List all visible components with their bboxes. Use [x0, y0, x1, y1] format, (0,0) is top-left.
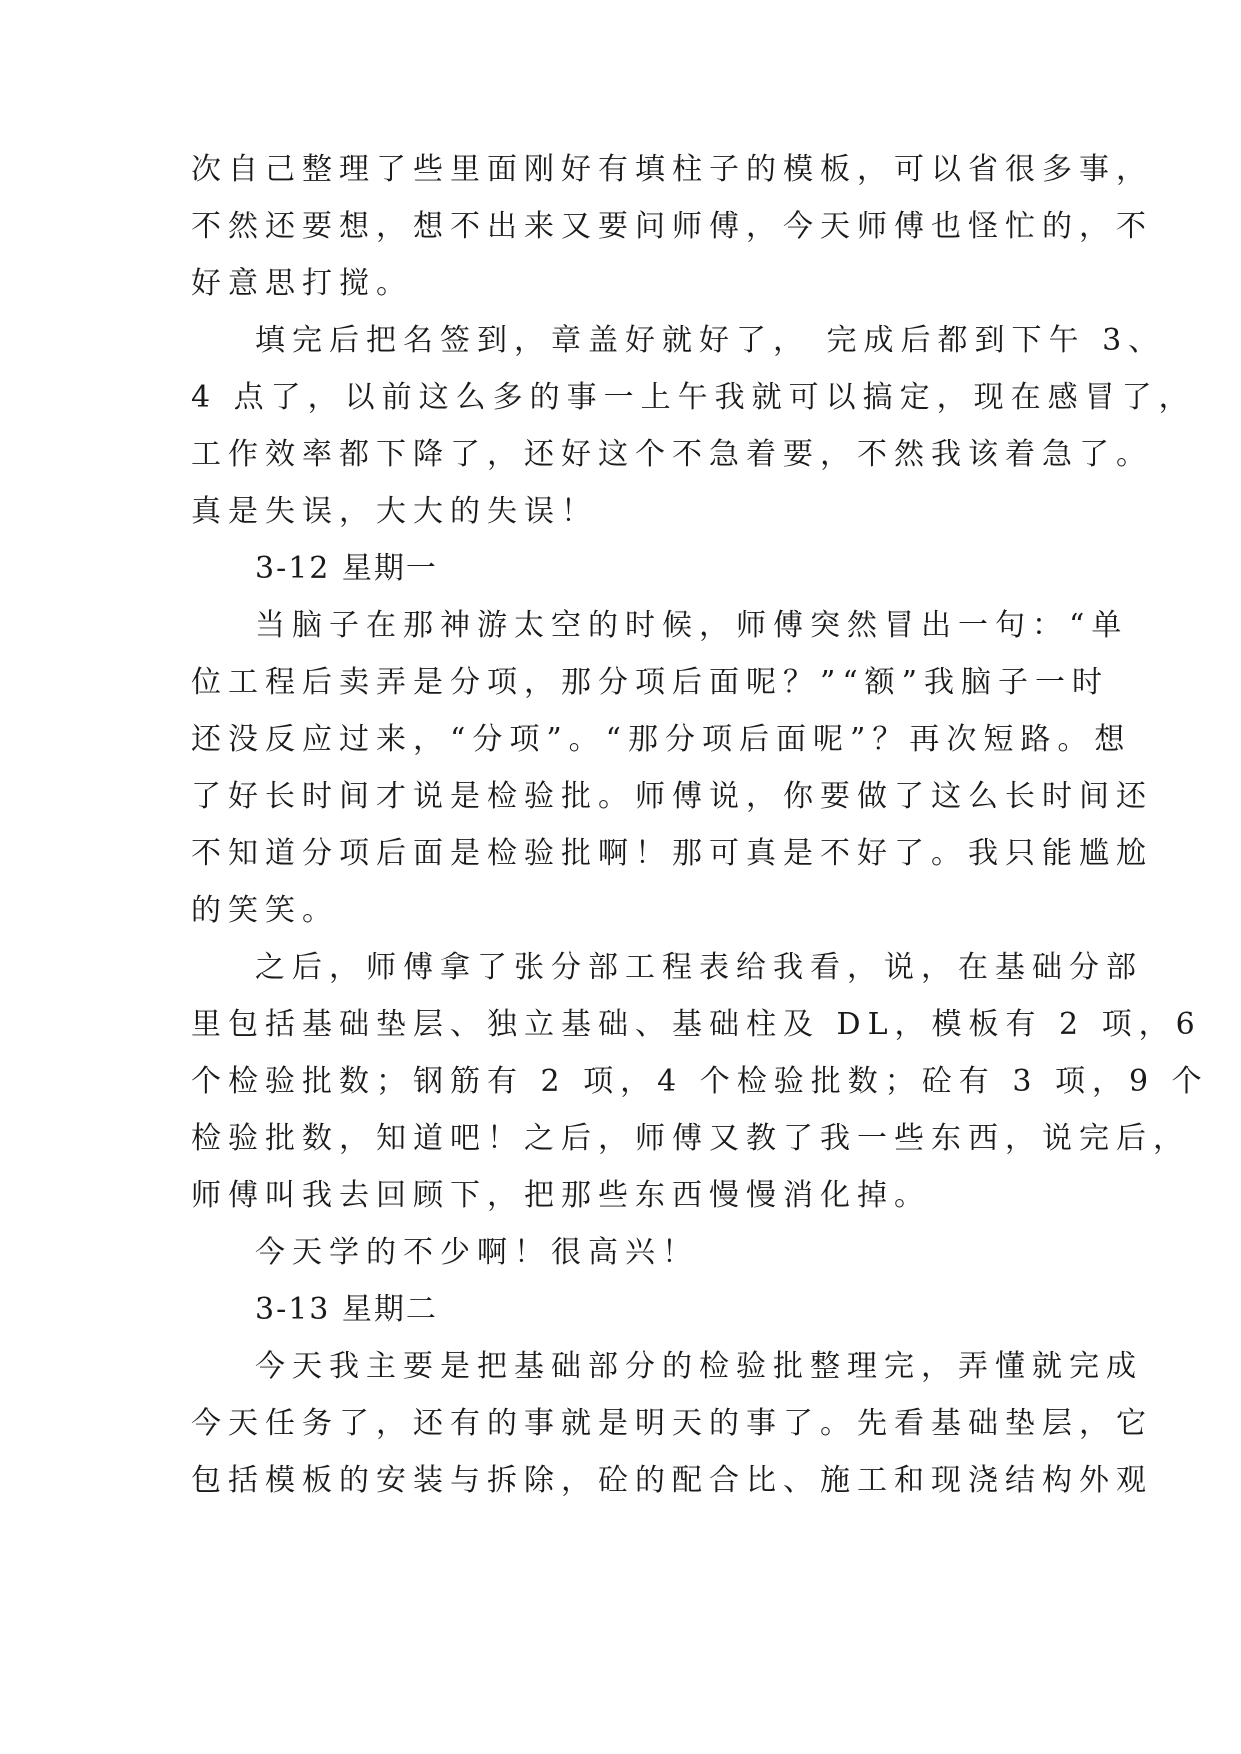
text-line: 不然还要想，想不出来又要问师傅，今天师傅也怪忙的，不 [191, 209, 1153, 244]
text-line: 之后，师傅拿了张分部工程表给我看，说，在基础分部 [255, 950, 1143, 985]
diary-date-heading: 3-12 星期一 [255, 551, 438, 586]
text-line: 了好长时间才说是检验批。师傅说，你要做了这么长时间还 [191, 779, 1153, 814]
text-line: 今天学的不少啊！很高兴！ [255, 1235, 699, 1270]
text-line: 工作效率都下降了，还好这个不急着要，不然我该着急了。 [191, 437, 1153, 472]
text-line: 不知道分项后面是检验批啊！那可真是不好了。我只能尴尬 [191, 836, 1153, 871]
text-line: 位工程后卖弄是分项，那分项后面呢？”“额”我脑子一时 [191, 665, 1110, 700]
text-line: 师傅叫我去回顾下，把那些东西慢慢消化掉。 [191, 1178, 931, 1213]
text-line: 4 点了，以前这么多的事一上午我就可以搞定，现在感冒了， [191, 380, 1196, 415]
text-line: 填完后把名签到，章盖好就好了， 完成后都到下午 3、 [255, 323, 1166, 358]
text-line: 包括模板的安装与拆除，砼的配合比、施工和现浇结构外观 [191, 1463, 1153, 1498]
text-line: 好意思打搅。 [191, 266, 413, 301]
text-line: 真是失误，大大的失误！ [191, 494, 598, 529]
diary-date-heading: 3-13 星期二 [255, 1292, 438, 1327]
text-line: 今天我主要是把基础部分的检验批整理完，弄懂就完成 [255, 1349, 1143, 1384]
text-line: 今天任务了，还有的事就是明天的事了。先看基础垫层，它 [191, 1406, 1153, 1441]
text-line: 个检验批数；钢筋有 2 项，4 个检验批数；砼有 3 项，9 个 [191, 1064, 1209, 1099]
text-line: 当脑子在那神游太空的时候，师傅突然冒出一句：“单 [255, 608, 1129, 643]
text-line: 检验批数，知道吧！之后，师傅又教了我一些东西，说完后， [191, 1121, 1190, 1156]
text-line: 次自己整理了些里面刚好有填柱子的模板，可以省很多事， [191, 152, 1153, 187]
text-line: 里包括基础垫层、独立基础、基础柱及 DL，模板有 2 项，6 [191, 1007, 1202, 1042]
text-line: 的笑笑。 [191, 893, 339, 928]
text-line: 还没反应过来，“分项”。“那分项后面呢”？再次短路。想 [191, 722, 1132, 757]
